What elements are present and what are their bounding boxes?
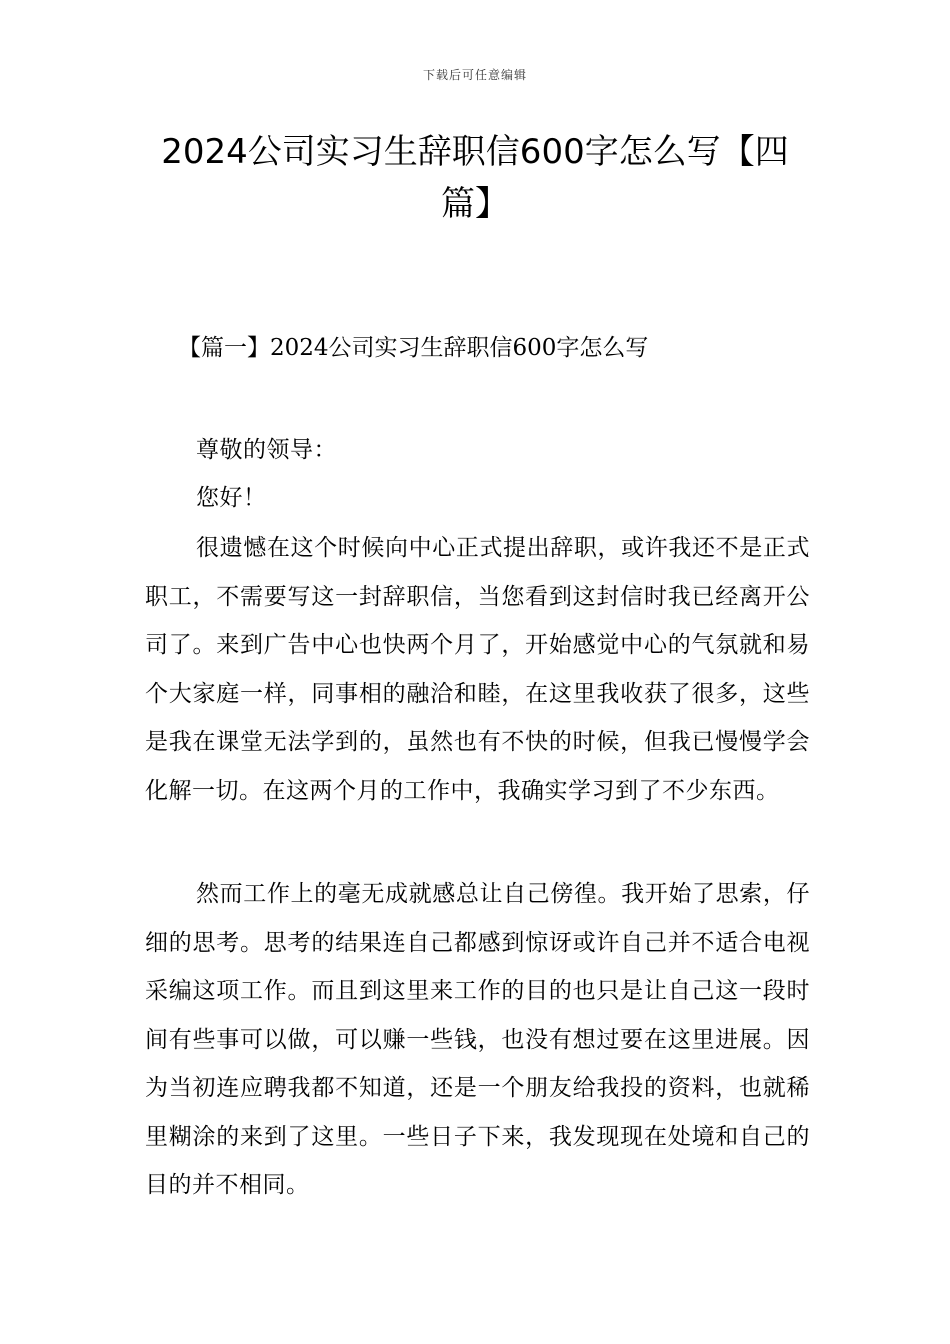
section-heading: 【篇一】2024公司实习生辞职信600字怎么写 xyxy=(178,335,649,361)
letter-paragraph: 很遗憾在这个时候向中心正式提出辞职，或许我还不是正式职工，不需要写这一封辞职信，当您看到这封信时我已经离开公司了。来到广告中心也快两个月了，开始感觉中心的气氛就和易个大家庭一样，同事相的融洽和睦，在这里我收获了很多，这些是我在课堂无法学到的，虽然也有不快的时候，但我已慢慢学会化解一切。在这两个月的工作中，我确实学习到了不少东西。 xyxy=(145,535,810,804)
letter-greeting: 您好！ xyxy=(196,485,267,511)
letter-salutation: 尊敬的领导： xyxy=(196,437,337,463)
document-title: 2024公司实习生辞职信600字怎么写【四篇】 xyxy=(161,132,789,224)
letter-paragraph: 然而工作上的毫无成就感总让自己傍徨。我开始了思索，仔细的思考。思考的结果连自己都感到惊讶或许自己并不适合电视采编这项工作。而且到这里来工作的目的也只是让自己这一段时间有些事可以做，可以赚一些钱，也没有想过要在这里进展。因为当初连应聘我都不知道，还是一个朋友给我投的资料，也就稀里糊涂的来到了这里。一些日子下来，我发现现在处境和自己的目的并不相同。 xyxy=(145,881,810,1198)
header-note: 下载后可任意编辑 xyxy=(422,68,527,82)
